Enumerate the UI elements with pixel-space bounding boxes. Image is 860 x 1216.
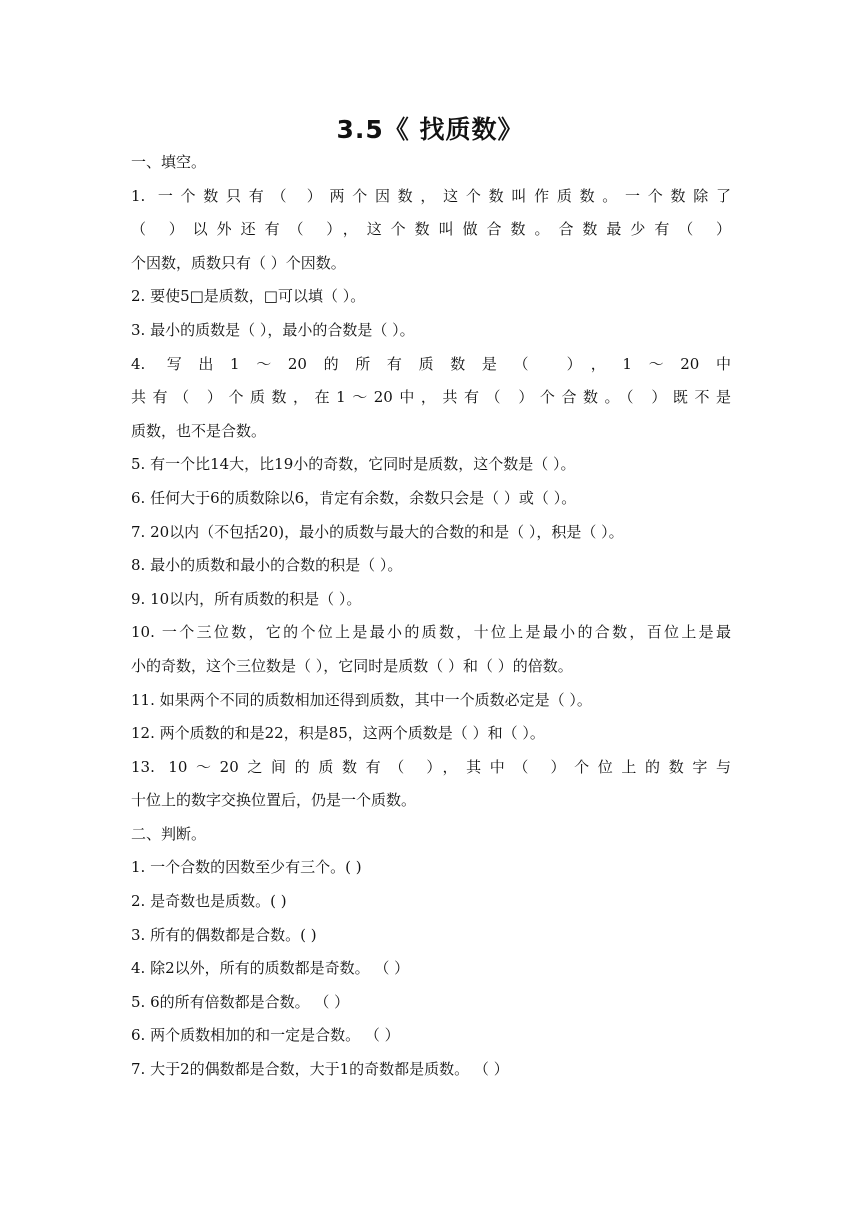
question-line: 3. 最小的质数是（ ），最小的合数是（ ）。 bbox=[131, 320, 415, 339]
question-line: 5. 有一个比14大，比19小的奇数，它同时是质数，这个数是（ ）。 bbox=[131, 455, 576, 474]
question-line: 小的奇数，这个三位数是（ ），它同时是质数（ ）和（ ）的倍数。 bbox=[131, 656, 573, 675]
question-line: 个因数，质数只有（ ）个因数。 bbox=[131, 253, 346, 272]
judgement-line: 7. 大于2的偶数都是合数，大于1的奇数都是质数。 （ ） bbox=[131, 1060, 509, 1079]
judgement-line: 4. 除2以外，所有的质数都是奇数。 （ ） bbox=[131, 959, 410, 978]
question-line: 8. 最小的质数和最小的合数的积是（ ）。 bbox=[131, 556, 403, 575]
judgement-line: 1. 一个合数的因数至少有三个。( ) bbox=[131, 858, 362, 877]
question-line: 2. 要使5□是质数，□可以填（ ）。 bbox=[131, 287, 366, 306]
question-line: 11. 如果两个不同的质数相加还得到质数，其中一个质数必定是（ ）。 bbox=[131, 690, 592, 709]
page-title: 3.5《 找质数》 bbox=[336, 115, 524, 144]
section-heading-fill-blank: 一、填空。 bbox=[131, 153, 207, 171]
worksheet-content bbox=[131, 146, 731, 1087]
question-line: 7. 20以内（不包括20)，最小的质数与最大的合数的和是（ ），积是（ ）。 bbox=[131, 522, 624, 541]
question-line: 1. 一个数只有（ ）两个因数，这个数叫作质数。一个数除了 bbox=[131, 186, 731, 205]
judgement-line: 6. 两个质数相加的和一定是合数。 （ ） bbox=[131, 1026, 400, 1045]
question-line: 13. 10～20之间的质数有（ ），其中（ ）个位上的数字与 bbox=[131, 757, 731, 776]
question-line: 9. 10以内，所有质数的积是（ ）。 bbox=[131, 589, 362, 608]
judgement-line: 5. 6的所有倍数都是合数。 （ ） bbox=[131, 992, 350, 1011]
judgement-line: 2. 是奇数也是质数。( ) bbox=[131, 892, 287, 911]
question-line: 共有（ ）个质数，在1～20中，共有（ ）个合数。（ ）既不是 bbox=[131, 388, 731, 407]
question-line: 12. 两个质数的和是22，积是85，这两个质数是（ ）和（ ）。 bbox=[131, 724, 545, 743]
question-line: 4. 写出1～20的所有质数是（ ），1～20中 bbox=[131, 354, 731, 373]
judgement-line: 3. 所有的偶数都是合数。( ) bbox=[131, 925, 317, 944]
question-line: 质数，也不是合数。 bbox=[131, 421, 267, 440]
question-line: 6. 任何大于6的质数除以6，肯定有余数，余数只会是（ ）或（ ）。 bbox=[131, 488, 577, 507]
question-line: 十位上的数字交换位置后，仍是一个质数。 bbox=[131, 791, 417, 810]
question-line: （ ）以外还有（ ），这个数叫做合数。合数最少有（ ） bbox=[131, 220, 731, 239]
question-line: 10. 一个三位数，它的个位上是最小的质数，十位上是最小的合数，百位上是最 bbox=[131, 623, 731, 642]
section-heading-true-false: 二、判断。 bbox=[131, 824, 207, 843]
